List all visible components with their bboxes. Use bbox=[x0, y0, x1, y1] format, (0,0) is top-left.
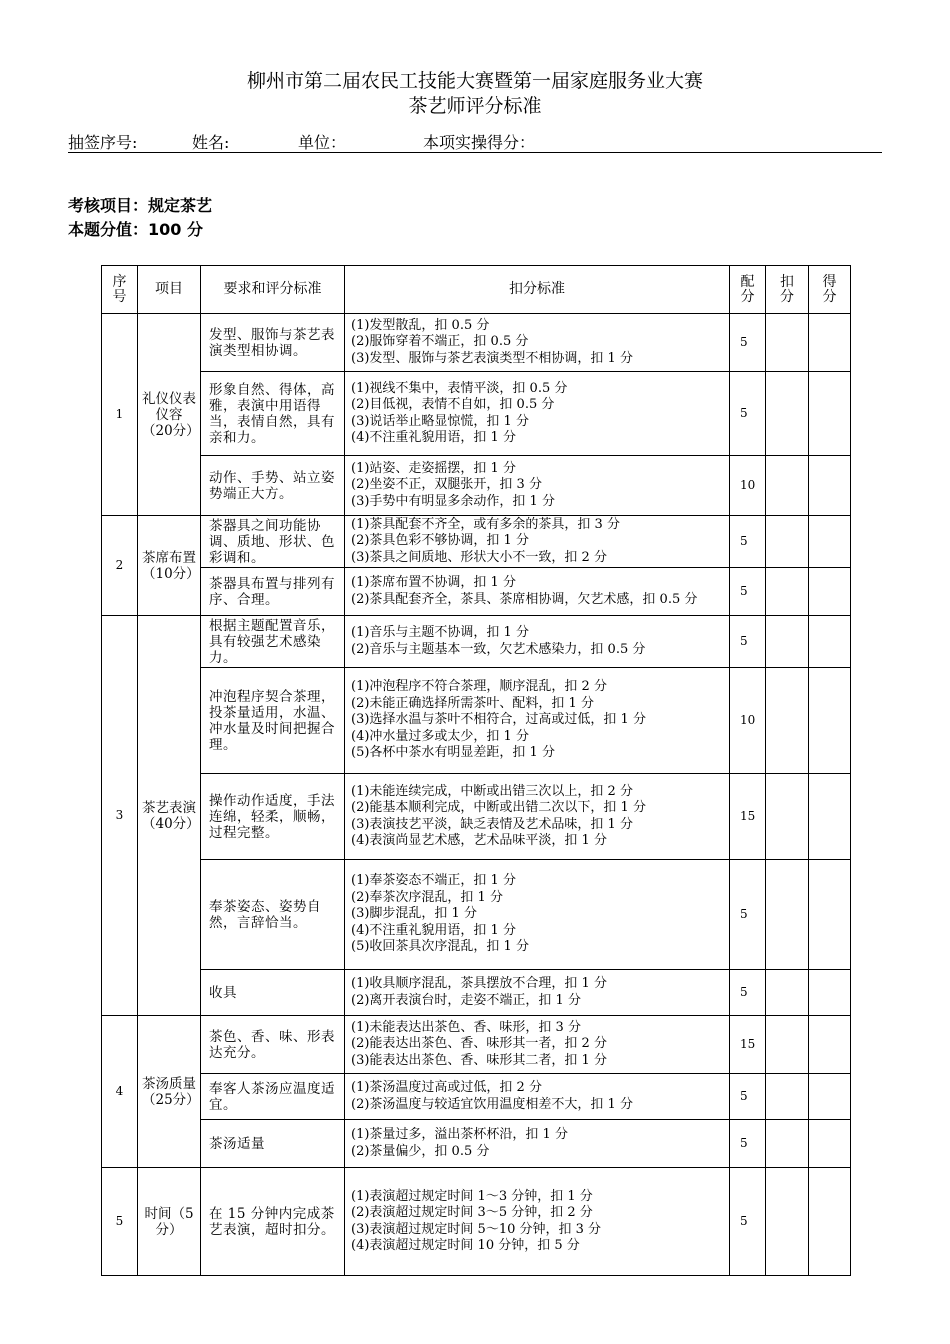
document-title: 柳州市第二届农民工技能大赛暨第一届家庭服务业大赛 bbox=[246, 70, 703, 92]
table-row bbox=[102, 860, 851, 970]
table-row bbox=[102, 456, 851, 516]
group-number: 5 bbox=[102, 1168, 138, 1276]
deduction-line: (5)各杯中茶水有明显差距，扣 1 分 bbox=[351, 745, 555, 761]
requirement-cell: 茶器具之间功能协调、质地、形状、色彩调和。 bbox=[201, 516, 345, 568]
name-label: 姓名: bbox=[192, 133, 230, 152]
group-item: 礼仪仪表仪容（20分） bbox=[138, 314, 201, 516]
deduction-line: (5)收回茶具次序混乱，扣 1 分 bbox=[351, 939, 529, 955]
deduction-line: (2)奉茶次序混乱，扣 1 分 bbox=[351, 889, 503, 905]
deduction-cell bbox=[345, 970, 730, 1016]
header-deducted: 扣 分 bbox=[766, 266, 809, 314]
deduction-line: (2)目低视，表情不自如，扣 0.5 分 bbox=[351, 397, 555, 412]
deducted-score-cell[interactable] bbox=[766, 568, 809, 616]
group-item: 茶汤质量（25分） bbox=[138, 1016, 201, 1168]
deduction-cell bbox=[345, 314, 730, 372]
deduction-cell bbox=[345, 1168, 730, 1276]
assigned-score-cell: 15 bbox=[730, 1016, 766, 1074]
obtained-score-cell[interactable] bbox=[809, 1168, 851, 1276]
deduction-cell bbox=[345, 1016, 730, 1074]
group-item: 时间（5分） bbox=[138, 1168, 201, 1276]
deduction-line: (2)音乐与主题基本一致，欠艺术感染力，扣 0.5 分 bbox=[351, 641, 646, 657]
deduction-line: (3)表演技艺平淡，缺乏表情及艺术品味，扣 1 分 bbox=[351, 816, 633, 832]
obtained-score-cell[interactable] bbox=[809, 616, 851, 668]
requirement-cell: 形象自然、得体，高雅，表演中用语得当，表情自然，具有亲和力。 bbox=[201, 372, 345, 456]
table-row bbox=[102, 1016, 851, 1074]
assigned-score-cell: 10 bbox=[730, 668, 766, 774]
document-subtitle: 茶艺师评分标准 bbox=[408, 95, 542, 117]
scoring-table bbox=[101, 265, 851, 1276]
requirement-cell: 茶色、香、味、形表达充分。 bbox=[201, 1016, 345, 1074]
group-number: 2 bbox=[102, 516, 138, 616]
assigned-score-cell: 10 bbox=[730, 456, 766, 516]
deduction-line: (3)手势中有明显多余动作，扣 1 分 bbox=[351, 493, 555, 509]
requirement-cell: 动作、手势、站立姿势端正大方。 bbox=[201, 456, 345, 516]
obtained-score-cell[interactable] bbox=[809, 516, 851, 568]
table-row bbox=[102, 774, 851, 860]
table-row bbox=[102, 1074, 851, 1120]
draw-number-label: 抽签序号: bbox=[68, 133, 138, 152]
deducted-score-cell[interactable] bbox=[766, 516, 809, 568]
deducted-score-cell[interactable] bbox=[766, 314, 809, 372]
deduction-line: (2)茶量偏少，扣 0.5 分 bbox=[351, 1143, 490, 1159]
assigned-score-cell: 5 bbox=[730, 372, 766, 456]
info-line bbox=[68, 130, 882, 153]
deduction-line: (1)奉茶姿态不端正，扣 1 分 bbox=[351, 873, 516, 889]
requirement-cell: 收具 bbox=[201, 970, 345, 1016]
deduction-line: (1)收具顺序混乱，茶具摆放不合理，扣 1 分 bbox=[351, 976, 607, 991]
deduction-line: (2)能基本顺利完成，中断或出错二次以下，扣 1 分 bbox=[351, 800, 646, 815]
obtained-score-cell[interactable] bbox=[809, 314, 851, 372]
deduction-line: (1)未能表达出茶色、香、味形，扣 3 分 bbox=[351, 1019, 581, 1035]
table-row bbox=[102, 668, 851, 774]
obtained-score-cell[interactable] bbox=[809, 568, 851, 616]
table-row bbox=[102, 516, 851, 568]
header-no: 序 号 bbox=[102, 266, 138, 314]
deduction-line: (3)说话举止略显惊慌，扣 1 分 bbox=[351, 413, 529, 429]
score-label: 本项实操得分： bbox=[423, 133, 536, 152]
obtained-score-cell[interactable] bbox=[809, 668, 851, 774]
deduction-line: (1)表演超过规定时间 1～3 分钟，扣 1 分 bbox=[351, 1188, 593, 1204]
obtained-score-cell[interactable] bbox=[809, 1016, 851, 1074]
deducted-score-cell[interactable] bbox=[766, 970, 809, 1016]
deduction-line: (3)茶具之间质地、形状大小不一致，扣 2 分 bbox=[351, 549, 607, 565]
deduction-cell bbox=[345, 1120, 730, 1168]
deduction-line: (4)表演尚显艺术感，艺术品味平淡，扣 1 分 bbox=[351, 833, 607, 848]
table-row bbox=[102, 1168, 851, 1276]
requirement-cell: 茶器具布置与排列有序、合理。 bbox=[201, 568, 345, 616]
deduction-cell bbox=[345, 616, 730, 668]
requirement-cell: 在 15 分钟内完成茶艺表演，超时扣分。 bbox=[201, 1168, 345, 1276]
deduction-line: (1)站姿、走姿摇摆，扣 1 分 bbox=[351, 460, 516, 476]
requirement-cell: 根据主题配置音乐，具有较强艺术感染力。 bbox=[201, 616, 345, 668]
assigned-score-cell: 5 bbox=[730, 616, 766, 668]
deduction-line: (3)能表达出茶色、香、味形其二者，扣 1 分 bbox=[351, 1052, 607, 1068]
assigned-score-cell: 15 bbox=[730, 774, 766, 860]
deduction-line: (2)表演超过规定时间 3～5 分钟，扣 2 分 bbox=[351, 1205, 593, 1220]
obtained-score-cell[interactable] bbox=[809, 774, 851, 860]
deduction-line: (3)选择水温与茶叶不相符合，过高或过低，扣 1 分 bbox=[351, 712, 646, 728]
table-row bbox=[102, 1120, 851, 1168]
deduction-cell bbox=[345, 774, 730, 860]
deduction-line: (1)茶汤温度过高或过低，扣 2 分 bbox=[351, 1080, 542, 1095]
deduction-line: (4)冲水量过多或太少，扣 1 分 bbox=[351, 728, 529, 744]
deduction-cell bbox=[345, 568, 730, 616]
requirement-cell: 冲泡程序契合茶理，投茶量适用，水温、冲水量及时间把握合理。 bbox=[201, 668, 345, 774]
unit-label: 单位： bbox=[298, 133, 347, 152]
deduction-cell bbox=[345, 372, 730, 456]
deducted-score-cell[interactable] bbox=[766, 1074, 809, 1120]
assigned-score-cell: 5 bbox=[730, 1120, 766, 1168]
header-requirements: 要求和评分标准 bbox=[201, 266, 345, 314]
table-row bbox=[102, 568, 851, 616]
assigned-score-cell: 5 bbox=[730, 860, 766, 970]
header-item: 项目 bbox=[138, 266, 201, 314]
obtained-score-cell[interactable] bbox=[809, 860, 851, 970]
deduction-line: (2)茶汤温度与较适宜饮用温度相差不大，扣 1 分 bbox=[351, 1096, 633, 1112]
deduction-cell bbox=[345, 1074, 730, 1120]
requirement-cell: 奉客人茶汤应温度适宜。 bbox=[201, 1074, 345, 1120]
deducted-score-cell[interactable] bbox=[766, 456, 809, 516]
assigned-score-cell: 5 bbox=[730, 1074, 766, 1120]
group-number: 1 bbox=[102, 314, 138, 516]
deduction-line: (1)茶量过多，溢出茶杯杯沿，扣 1 分 bbox=[351, 1127, 568, 1142]
obtained-score-cell[interactable] bbox=[809, 372, 851, 456]
deducted-score-cell[interactable] bbox=[766, 860, 809, 970]
deducted-score-cell[interactable] bbox=[766, 1168, 809, 1276]
deducted-score-cell[interactable] bbox=[766, 774, 809, 860]
table-row bbox=[102, 314, 851, 372]
deduction-line: (4)不注重礼貌用语，扣 1 分 bbox=[351, 430, 516, 445]
deduction-line: (2)能表达出茶色、香、味形其一者，扣 2 分 bbox=[351, 1036, 607, 1052]
obtained-score-cell[interactable] bbox=[809, 1120, 851, 1168]
header-obtained: 得 分 bbox=[809, 266, 851, 314]
deducted-score-cell[interactable] bbox=[766, 1120, 809, 1168]
assigned-score-cell: 5 bbox=[730, 314, 766, 372]
requirement-cell: 操作动作适度，手法连绵，轻柔，顺畅，过程完整。 bbox=[201, 774, 345, 860]
assigned-score-cell: 5 bbox=[730, 568, 766, 616]
table-row bbox=[102, 970, 851, 1016]
obtained-score-cell[interactable] bbox=[809, 1074, 851, 1120]
deduction-line: (1)视线不集中，表情平淡，扣 0.5 分 bbox=[351, 380, 568, 396]
table-row bbox=[102, 616, 851, 668]
deduction-line: (4)不注重礼貌用语，扣 1 分 bbox=[351, 922, 516, 938]
deduction-line: (2)服饰穿着不端正，扣 0.5 分 bbox=[351, 334, 529, 350]
obtained-score-cell[interactable] bbox=[809, 970, 851, 1016]
assigned-score-cell: 5 bbox=[730, 1168, 766, 1276]
deduction-cell bbox=[345, 516, 730, 568]
deduction-line: (3)表演超过规定时间 5～10 分钟，扣 3 分 bbox=[351, 1221, 602, 1237]
deduction-line: (1)茶席布置不协调，扣 1 分 bbox=[351, 575, 516, 590]
exam-item: 考核项目：规定茶艺 bbox=[68, 196, 213, 215]
assigned-score-cell: 5 bbox=[730, 970, 766, 1016]
obtained-score-cell[interactable] bbox=[809, 456, 851, 516]
table-row bbox=[102, 372, 851, 456]
deducted-score-cell[interactable] bbox=[766, 1016, 809, 1074]
deduction-line: (1)发型散乱，扣 0.5 分 bbox=[351, 317, 490, 333]
group-number: 3 bbox=[102, 616, 138, 1016]
deducted-score-cell[interactable] bbox=[766, 668, 809, 774]
total-score: 本题分值：100 分 bbox=[68, 220, 203, 239]
deduction-line: (2)离开表演台时，走姿不端正，扣 1 分 bbox=[351, 992, 581, 1008]
requirement-cell: 茶汤适量 bbox=[201, 1120, 345, 1168]
deduction-line: (1)冲泡程序不符合茶理，顺序混乱，扣 2 分 bbox=[351, 679, 607, 695]
deduction-line: (1)未能连续完成，中断或出错三次以上，扣 2 分 bbox=[351, 783, 633, 799]
group-item: 茶席布置（10分） bbox=[138, 516, 201, 616]
deduction-line: (1)茶具配套不齐全，或有多余的茶具，扣 3 分 bbox=[351, 516, 620, 532]
group-number: 4 bbox=[102, 1016, 138, 1168]
deduction-line: (2)茶具色彩不够协调，扣 1 分 bbox=[351, 533, 529, 549]
deduction-cell bbox=[345, 860, 730, 970]
header-deduction: 扣分标准 bbox=[345, 266, 730, 314]
deduction-line: (3)发型、服饰与茶艺表演类型不相协调，扣 1 分 bbox=[351, 350, 633, 366]
assigned-score-cell: 5 bbox=[730, 516, 766, 568]
deduction-line: (1)音乐与主题不协调，扣 1 分 bbox=[351, 625, 529, 640]
deduction-line: (2)坐姿不正，双腿张开，扣 3 分 bbox=[351, 477, 542, 493]
group-item: 茶艺表演（40分） bbox=[138, 616, 201, 1016]
deducted-score-cell[interactable] bbox=[766, 616, 809, 668]
deduction-cell bbox=[345, 456, 730, 516]
requirement-cell: 发型、服饰与茶艺表演类型相协调。 bbox=[201, 314, 345, 372]
deduction-cell bbox=[345, 668, 730, 774]
table-header-row bbox=[102, 266, 851, 314]
deducted-score-cell[interactable] bbox=[766, 372, 809, 456]
deduction-line: (2)茶具配套齐全，茶具、茶席相协调，欠艺术感，扣 0.5 分 bbox=[351, 591, 698, 607]
header-assigned: 配 分 bbox=[730, 266, 766, 314]
deduction-line: (3)脚步混乱，扣 1 分 bbox=[351, 906, 477, 922]
deduction-line: (4)表演超过规定时间 10 分钟，扣 5 分 bbox=[351, 1238, 580, 1253]
deduction-line: (2)未能正确选择所需茶叶、配料，扣 1 分 bbox=[351, 695, 594, 711]
requirement-cell: 奉茶姿态、姿势自然，言辞恰当。 bbox=[201, 860, 345, 970]
